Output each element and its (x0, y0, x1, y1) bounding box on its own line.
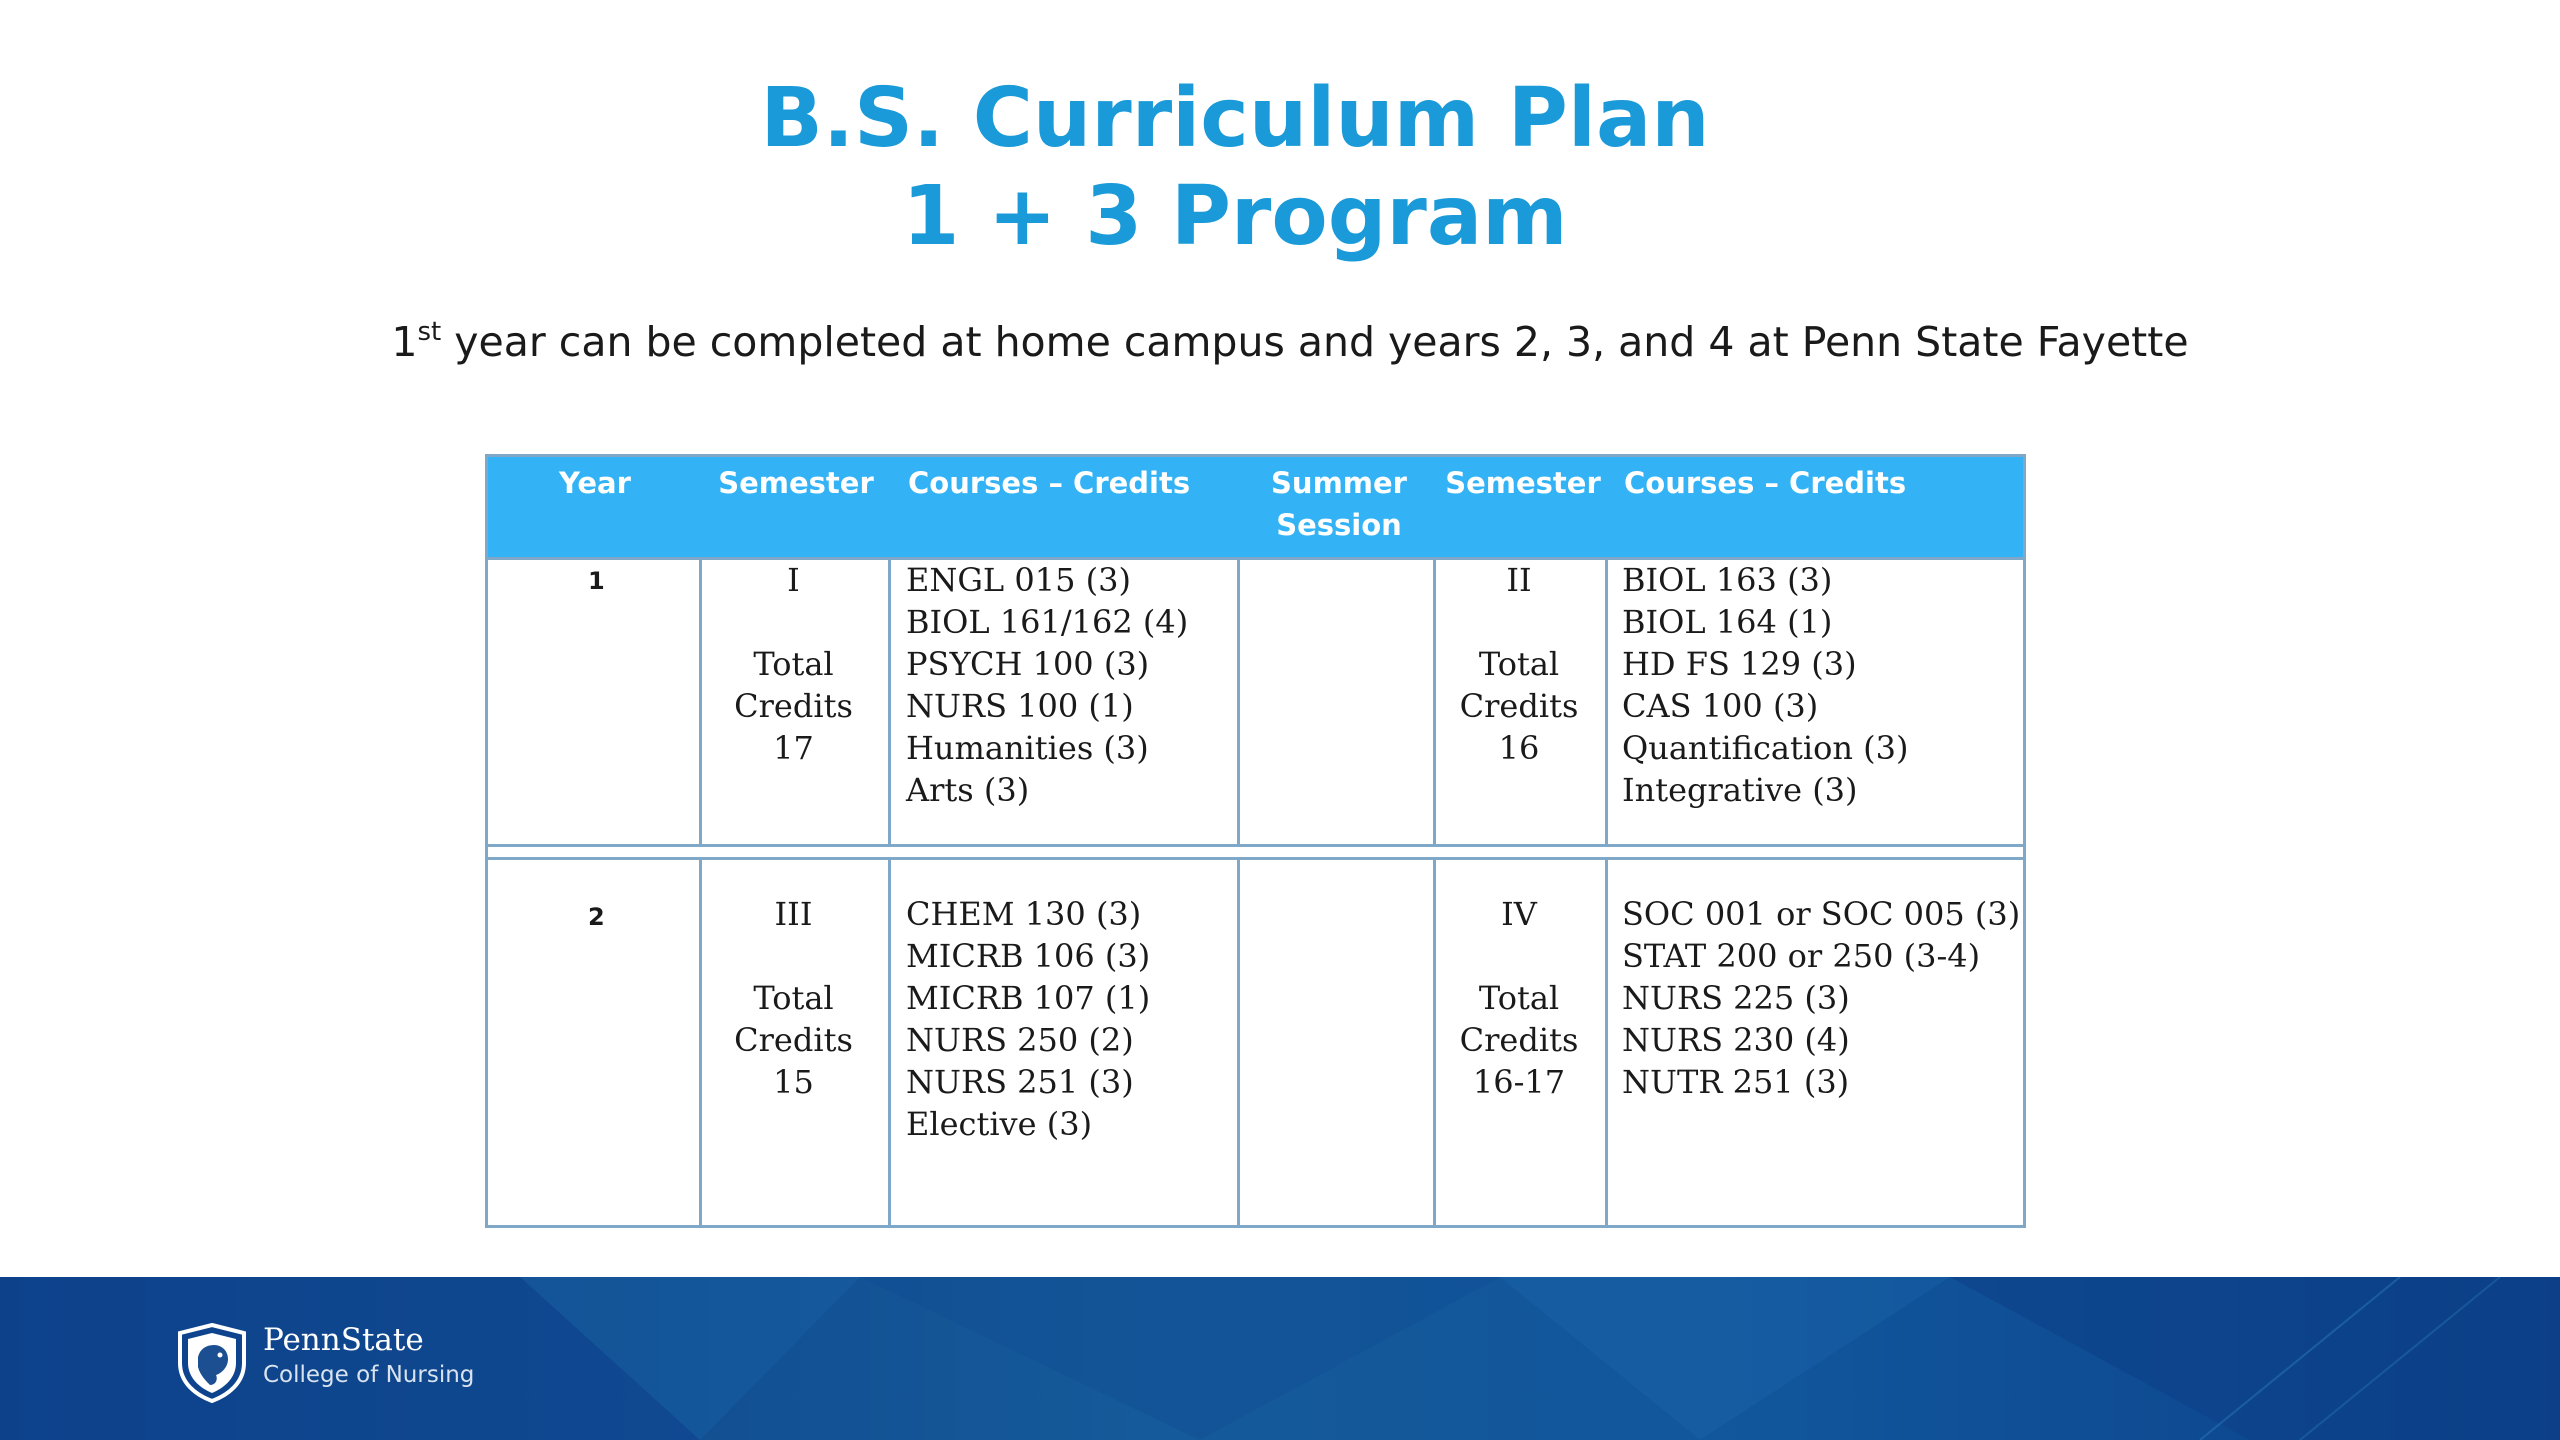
total-credits: 17 (773, 729, 814, 767)
footer-brand: PennState (263, 1322, 424, 1358)
year-number: 2 (588, 903, 605, 931)
course-item: NUTR 251 (3) (1622, 1063, 1850, 1101)
subtitle (0, 318, 2560, 366)
total-label: Total (1478, 979, 1560, 1017)
header-summer-line-1: Summer (1271, 466, 1407, 500)
course-item: BIOL 164 (1) (1622, 603, 1833, 641)
course-item: Humanities (3) (906, 729, 1149, 767)
course-item: NURS 225 (3) (1622, 979, 1850, 1017)
credits-label: Credits (734, 687, 853, 725)
course-item: STAT 200 or 250 (3-4) (1622, 937, 1981, 975)
footer-decoration (0, 1277, 2560, 1440)
row-divider (488, 844, 2023, 860)
header-summer (1241, 457, 1437, 559)
courses-cell (906, 559, 1188, 811)
header-year: Year (559, 466, 631, 500)
course-item: PSYCH 100 (3) (906, 645, 1150, 683)
subtitle-ordinal-suffix: st (417, 317, 442, 347)
total-label: Total (753, 979, 834, 1017)
courses-cell (906, 893, 1150, 1145)
page-title (0, 70, 2470, 266)
course-item: Elective (3) (906, 1105, 1093, 1143)
year-number: 1 (588, 567, 605, 595)
table-header (488, 457, 2023, 559)
semester-numeral: III (774, 895, 813, 933)
semester-cell (1433, 893, 1605, 1103)
course-item: HD FS 129 (3) (1622, 645, 1857, 683)
footer-banner (0, 1277, 2560, 1440)
course-item: BIOL 161/162 (4) (906, 603, 1189, 641)
credits-label: Credits (1459, 687, 1579, 725)
course-item: MICRB 107 (1) (906, 979, 1151, 1017)
header-courses-b: Courses – Credits (1624, 466, 1907, 500)
course-item: NURS 100 (1) (906, 687, 1134, 725)
column-divider (1237, 559, 1240, 1225)
course-item: BIOL 163 (3) (1622, 561, 1833, 599)
title-line-2: 1 + 3 Program (902, 169, 1568, 264)
course-item: SOC 001 or SOC 005 (3) (1622, 895, 2021, 933)
subtitle-text: year can be completed at home campus and years 2, 3, and 4 at Penn State Fayette (441, 318, 2189, 366)
total-label: Total (1478, 645, 1560, 683)
course-item: Quantification (3) (1622, 729, 1909, 767)
course-item: MICRB 106 (3) (906, 937, 1151, 975)
total-credits: 16 (1498, 729, 1540, 767)
semester-numeral: IV (1501, 895, 1537, 933)
course-item: ENGL 015 (3) (906, 561, 1131, 599)
curriculum-table (485, 454, 2026, 1228)
header-semester-b: Semester (1445, 466, 1601, 500)
header-semester-a: Semester (718, 466, 874, 500)
column-divider (888, 559, 891, 1225)
total-label: Total (753, 645, 834, 683)
course-item: CHEM 130 (3) (906, 895, 1142, 933)
column-divider (1605, 559, 1608, 1225)
semester-cell (699, 893, 888, 1103)
nittany-lion-shield-icon (176, 1323, 248, 1403)
header-courses-a: Courses – Credits (908, 466, 1191, 500)
courses-cell (1622, 893, 2020, 1103)
semester-numeral: II (1506, 561, 1532, 599)
header-summer-line-2: Session (1276, 508, 1402, 542)
credits-label: Credits (1459, 1021, 1579, 1059)
course-item: NURS 251 (3) (906, 1063, 1134, 1101)
course-item: NURS 250 (2) (906, 1021, 1134, 1059)
total-credits: 16-17 (1472, 1063, 1566, 1101)
course-item: NURS 230 (4) (1622, 1021, 1850, 1059)
semester-cell (1433, 559, 1605, 769)
semester-numeral: I (787, 561, 800, 599)
credits-label: Credits (734, 1021, 853, 1059)
semester-cell (699, 559, 888, 769)
course-item: Arts (3) (906, 771, 1030, 809)
footer-unit: College of Nursing (263, 1362, 475, 1388)
courses-cell (1622, 559, 1908, 811)
total-credits: 15 (773, 1063, 814, 1101)
title-line-1: B.S. Curriculum Plan (760, 71, 1710, 166)
course-item: Integrative (3) (1622, 771, 1858, 809)
course-item: CAS 100 (3) (1622, 687, 1819, 725)
subtitle-ordinal-number: 1 (391, 318, 418, 366)
